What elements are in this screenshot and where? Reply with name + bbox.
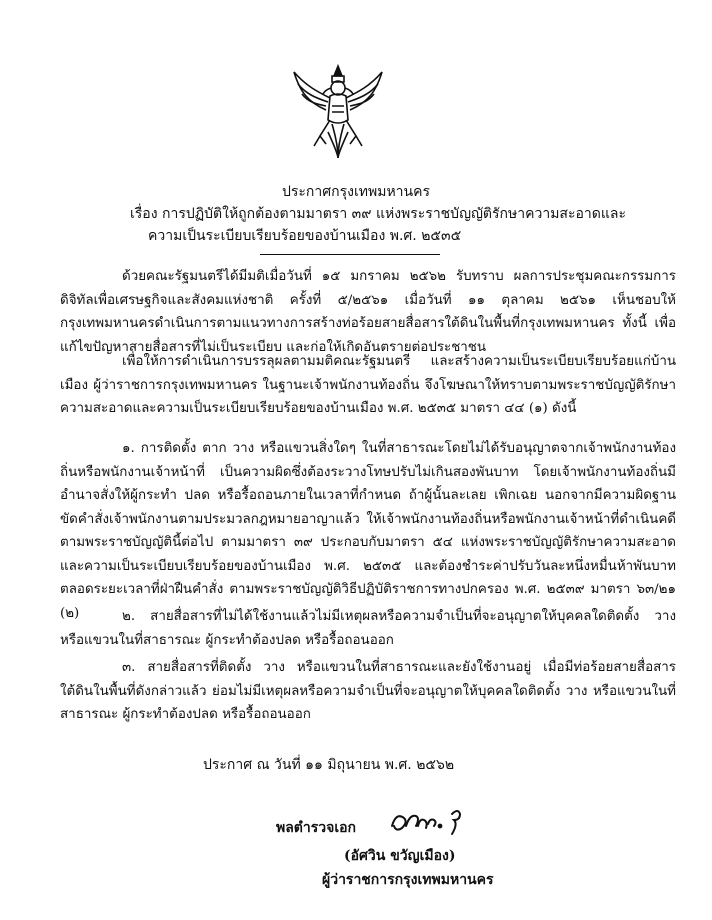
body-paragraph-2 bbox=[60, 350, 676, 421]
date-line: ประกาศ ณ วันที่ ๑๑ มิถุนายน พ.ศ. ๒๕๖๒ bbox=[203, 757, 455, 773]
paragraph-text: เพื่อให้การดำเนินการบรรลุผลตามมติคณะรัฐมนตรี และสร้างความเป็นระเบียบเรียบร้อยแก่บ้านเมือง ผู้ว่าราชการกรุงเทพมหานคร ในฐานะเจ้าพนักงานท้องถิ่น จึงโฆษณาให้ทราบตามพระราชบัญญัติรักษาความสะอาดและความเป็นระเบียบเรียบร้อยของบ้านเมือง พ.ศ. ๒๕๓๕ มาตรา ๔๔ (๑) ดังนี้ bbox=[60, 354, 676, 416]
signer-rank: พลตำรวจเอก bbox=[276, 820, 357, 836]
signer-position: ผู้ว่าราชการกรุงเทพมหานคร bbox=[322, 872, 494, 888]
list-item-text: ๒. สายสื่อสารที่ไม่ได้ใช้งานแล้วไม่มีเหตุผลหรือความจำเป็นที่จะอนุญาตให้บุคคลใดติดตั้ง วาง หรือแขวนในที่สาธารณะ ผู้กระทำต้องปลด หรือรื้อถอนออก bbox=[60, 609, 676, 648]
signer-name: (อัศวิน ขวัญเมือง) bbox=[344, 848, 456, 864]
list-item-3 bbox=[60, 656, 676, 727]
announcement-title: ประกาศกรุงเทพมหานคร bbox=[282, 184, 430, 200]
garuda-emblem-icon bbox=[288, 62, 388, 162]
list-item-text: ๓. สายสื่อสารที่ติดตั้ง วาง หรือแขวนในที่สาธารณะและยังใช้งานอยู่ เมื่อมีท่อร้อยสายสื่อสารใต้ดินในพื้นที่ดังกล่าวแล้ว ย่อมไม่มีเหตุผลหรือความจำเป็นที่จะอนุญาตให้บุคคลใดติดตั้ง วาง หรือแขวนในที่สาธารณะ ผู้กระทำต้องปลด หรือรื้อถอนออก bbox=[60, 660, 676, 722]
body-paragraph-1 bbox=[60, 265, 676, 359]
list-item-text: ๑. การติดตั้ง ตาก วาง หรือแขวนสิ่งใดๆ ในที่สาธารณะโดยไม่ได้รับอนุญาตจากเจ้าพนักงานท้องถิ่นหรือพนักงานเจ้าหน้าที่ เป็นความผิดซึ่งต้องระวางโทษปรับไม่เกินสองพันบาท โดยเจ้าพนักงานท้องถิ่นมีอำนาจสั่งให้ผู้กระทำ ปลด หรือรื้อถอนภายในเวลาที่กำหนด ถ้าผู้นั้นละเลย เพิกเฉย นอกจากมีความผิดฐานขัดคำสั่งเจ้าพนักงานตามประมวลกฎหมายอาญาแล้ว ให้เจ้าพนักงานท้องถิ่นหรือพนักงานเจ้าหน้าที่ดำเนินคดีตามพระราชบัญญัตินี้ต่อไป ตามมาตรา ๓๙ ประกอบกับมาตรา ๕๔ แห่งพระราชบัญญัติรักษาความสะอาดและความเป็นระเบียบเรียบร้อยของบ้านเมือง พ.ศ. ๒๕๓๕ และต้องชำระค่าปรับวันละหนึ่งหมื่นห้าพันบาท ตลอดระยะเวลาที่ฝ่าฝืนคำสั่ง ตามพระราชบัญญัติวิธีปฏิบัติราชการทางปกครอง พ.ศ. ๒๕๓๙ มาตรา ๖๓/๒๑ (๒) bbox=[60, 441, 676, 621]
paragraph-text: ด้วยคณะรัฐมนตรีได้มีมติเมื่อวันที่ ๑๕ มกราคม ๒๕๖๒ รับทราบ ผลการประชุมคณะกรรมการดิจิทัลเพื่อเศรษฐกิจและสังคมแห่งชาติ ครั้งที่ ๕/๒๕๖๑ เมื่อวันที่ ๑๑ ตุลาคม ๒๕๖๑ เห็นชอบให้กรุงเทพมหานครดำเนินการตามแนวทางการสร้างท่อร้อยสายสื่อสารใต้ดินในพื้นที่กรุงเทพมหานคร ทั้งนี้ เพื่อแก้ไขปัญหาสายสื่อสารที่ไม่เป็นระเบียบ และก่อให้เกิดอันตรายต่อประชาชน bbox=[60, 269, 676, 355]
list-item-1 bbox=[60, 437, 676, 625]
list-item-2 bbox=[60, 605, 676, 652]
handwritten-signature-icon bbox=[388, 796, 468, 838]
subject-line-2: ความเป็นระเบียบเรียบร้อยของบ้านเมือง พ.ศ. ๒๕๓๕ bbox=[148, 228, 462, 244]
divider bbox=[260, 254, 440, 255]
subject-line-1: เรื่อง การปฏิบัติให้ถูกต้องตามมาตรา ๓๙ แห่งพระราชบัญญัติรักษาความสะอาดและ bbox=[130, 206, 626, 222]
